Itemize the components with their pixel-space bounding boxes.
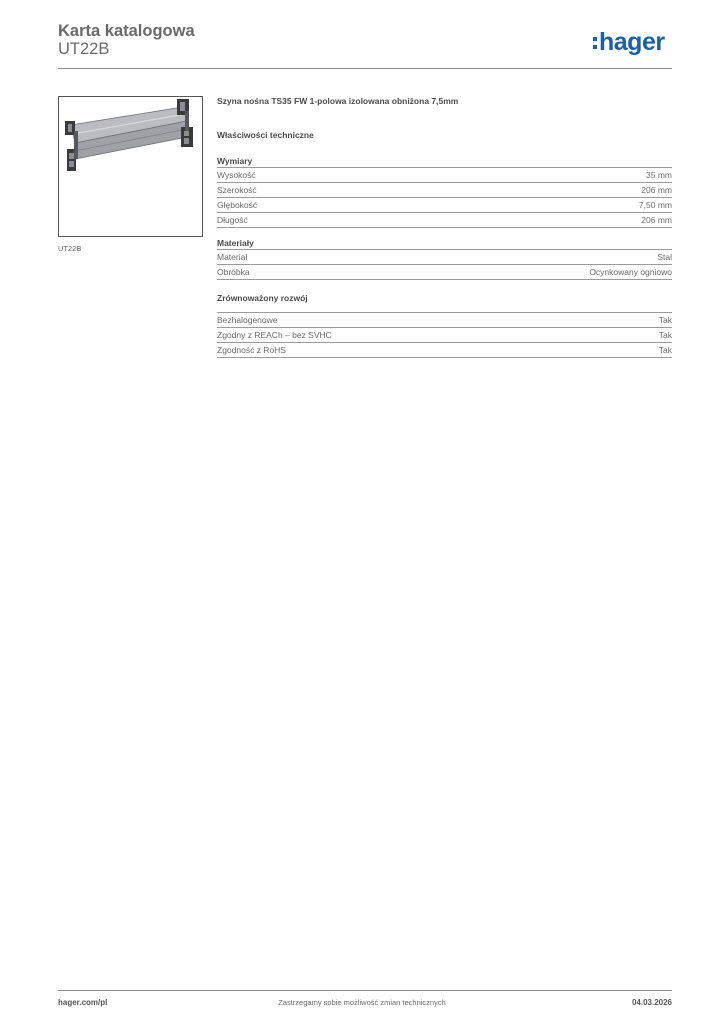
spec-group-dimensions xyxy=(217,155,672,228)
spec-row xyxy=(217,342,672,358)
logo-dots-icon xyxy=(593,37,597,49)
spec-value: Tak xyxy=(658,315,672,325)
spec-group-title: Materiały xyxy=(217,238,254,248)
spec-label: Zgodność z RoHS xyxy=(217,345,286,355)
image-caption: UT22B xyxy=(58,244,82,253)
footer-date: 04.03.2026 xyxy=(631,998,672,1007)
logo-text: hager xyxy=(599,28,665,56)
spec-row xyxy=(217,212,672,228)
footer-divider xyxy=(58,990,672,991)
footer-disclaimer: Zastrzegamy sobie możliwość zmian technicznych xyxy=(278,998,446,1007)
spec-label: Szerokość xyxy=(217,185,257,195)
spec-row xyxy=(217,167,672,182)
spec-label: Długość xyxy=(217,215,248,225)
spec-value: Stal xyxy=(657,252,672,262)
spec-label: Głębokość xyxy=(217,200,258,210)
spec-value: 7,50 mm xyxy=(638,200,672,210)
spec-label: Bezhalogenowe xyxy=(217,315,278,325)
hager-logo xyxy=(593,30,665,54)
spec-group-title: Wymiary xyxy=(217,156,253,166)
spec-label: Zgodny z REACh – bez SVHC xyxy=(217,330,332,340)
header-divider xyxy=(58,68,672,69)
spec-label: Obróbka xyxy=(217,267,250,277)
spec-row xyxy=(217,312,672,327)
spec-group-materials xyxy=(217,237,672,280)
din-rail-icon xyxy=(59,97,202,236)
spec-group-sustainability xyxy=(217,292,672,358)
footer-website-link[interactable]: hager.com/pl xyxy=(58,998,108,1007)
spec-value: 206 mm xyxy=(641,215,672,225)
spec-value: 35 mm xyxy=(646,170,672,180)
spec-row xyxy=(217,249,672,264)
spec-row xyxy=(217,197,672,212)
spec-value: 206 mm xyxy=(641,185,672,195)
spec-label: Materiał xyxy=(217,252,248,262)
spec-row xyxy=(217,327,672,342)
product-code: UT22B xyxy=(58,40,110,58)
page-title: Karta katalogowa xyxy=(58,22,195,40)
specs-section-title: Właściwości techniczne xyxy=(217,130,314,140)
product-image xyxy=(58,96,203,237)
product-title: Szyna nośna TS35 FW 1-polowa izolowana obniżona 7,5mm xyxy=(217,96,459,106)
spec-value: Tak xyxy=(658,345,672,355)
spec-value: Ocynkowany ogniowo xyxy=(589,267,672,277)
spec-group-title: Zrównoważony rozwój xyxy=(217,293,308,303)
spec-value: Tak xyxy=(658,330,672,340)
spec-label: Wysokość xyxy=(217,170,256,180)
spec-row xyxy=(217,182,672,197)
spec-row xyxy=(217,264,672,280)
